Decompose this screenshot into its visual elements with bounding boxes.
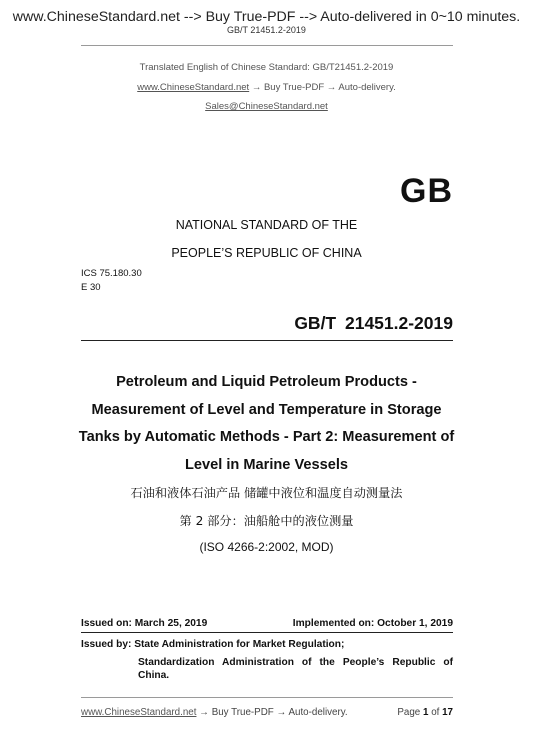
title-line-1: Petroleum and Liquid Petroleum Products - [116,374,417,390]
footer-divider [81,697,453,698]
email-link[interactable]: Sales@ChineseStandard.net [205,101,328,112]
title-line-3: Tanks by Automatic Methods - Part 2: Measurement of [78,429,455,445]
site-link[interactable]: www.ChineseStandard.net [137,82,250,93]
standard-number: GB/T 21451.2-2019 [294,313,453,333]
footer-site-link[interactable]: www.ChineseStandard.net [81,707,197,718]
footer-buy-text: → Buy True-PDF → Auto-delivery. [196,707,348,718]
page-total: 17 [442,707,453,718]
buy-text: → Buy True-PDF → Auto-delivery. [249,82,396,93]
category-code: E 30 [81,282,101,293]
page-of: of [431,707,440,718]
page-indicator [397,707,453,718]
title-line-2: Measurement of Level and Temperature in Storage [91,402,442,418]
chinese-title-line-2: 第 2 部分：油船舱中的液位测量 [179,514,354,528]
footer [81,707,453,718]
iso-reference: (ISO 4266-2:2002, MOD) [199,540,334,554]
national-standard-line1: NATIONAL STANDARD OF THE [175,218,358,232]
issuer-line-1: Issued by: State Administration for Market Regulation; [81,639,345,650]
title-line-4: Level in Marine Vessels [184,457,349,473]
implemented-date: Implemented on: October 1, 2019 [292,618,453,629]
top-divider [81,45,453,46]
top-sub-standard: GB/T 21451.2-2019 [227,25,306,35]
dates-divider [81,632,453,633]
email-line [0,101,533,113]
issuer-line-2: Standardization Administration of the People’s Republic of China. [138,657,453,681]
national-standard-line2: PEOPLE’S REPUBLIC OF CHINA [171,246,362,260]
standard-divider [81,340,453,341]
dates-row [81,618,453,629]
ics-code: ICS 75.180.30 [81,268,142,279]
chinese-title-line-1: 石油和液体石油产品 储罐中液位和温度自动测量法 [130,486,403,500]
buy-line [0,82,533,94]
issued-date: Issued on: March 25, 2019 [81,618,208,629]
gb-mark: GB [400,172,453,210]
page-current: 1 [423,707,429,718]
page-label: Page [397,707,421,718]
translated-note: Translated English of Chinese Standard: GB/T21451.2-2019 [139,62,394,73]
top-banner: www.ChineseStandard.net --> Buy True-PDF --> Auto-delivered in 0~10 minutes. [12,9,521,25]
